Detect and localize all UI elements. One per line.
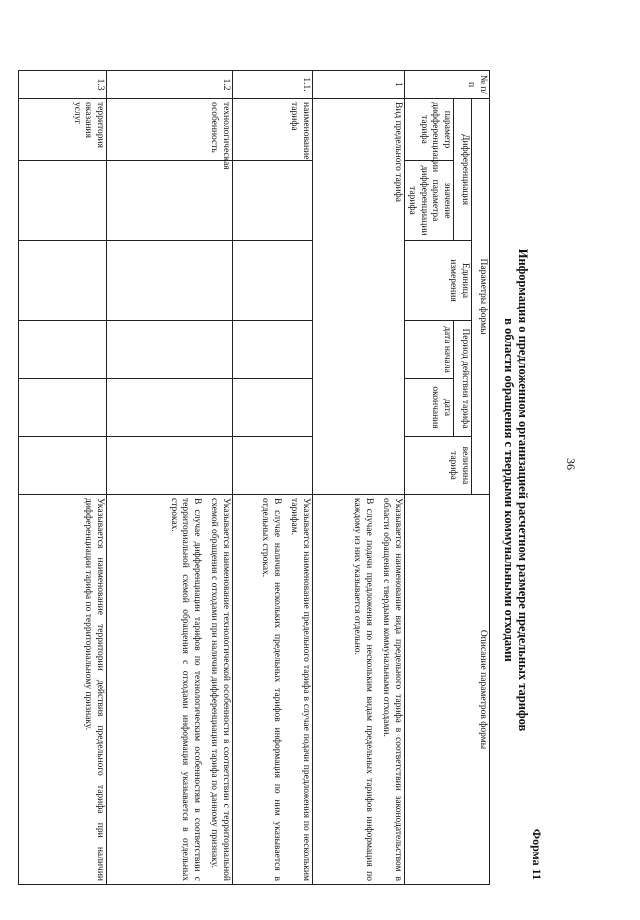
header-start: дата начала (405, 321, 454, 379)
row-1-3-description (19, 495, 107, 885)
title-line-1: Информация о предложенном организацией расчетном размере предельных тарифов (516, 248, 530, 732)
row-1-description (313, 495, 405, 885)
row-1-label: Вид предельного тарифа (313, 99, 405, 495)
table-row-1-1 (233, 71, 313, 885)
row-1-2-desc-2: В случае дифференциации тарифов по технологическим особенностям в соответствии с территориальной схемой обращения с отходами информация указывается в отдельных строках. (169, 498, 202, 881)
row-1-1-desc-2: В случае наличия нескольких предельных тарифов информация по ним указывается в отдельных строках. (260, 498, 282, 881)
header-params: Параметры формы (472, 99, 490, 495)
row-1-desc-2: В случае подачи предложения по нескольким видам предельных тарифов информация по каждому из них указывается отдельно. (352, 498, 374, 881)
row-1-1-description (233, 495, 313, 885)
form-label: Форма 11 (530, 828, 544, 880)
row-1-2-description (107, 495, 233, 885)
header-description: Описание параметров формы (405, 495, 490, 885)
table-row-1-2 (107, 71, 233, 885)
header-end: дата окончания (405, 379, 454, 437)
row-1-1-label: наименование тарифа (233, 99, 313, 161)
row-1-2-label: технологическая особенность (107, 99, 233, 161)
row-1-num: 1 (313, 71, 405, 99)
page-number: 36 (564, 458, 578, 470)
row-1-3-label: территория оказания услуг (19, 99, 107, 161)
document-title (502, 210, 530, 770)
header-row-1 (472, 71, 490, 885)
row-1-3-num: 1.3 (19, 71, 107, 99)
row-1-2-desc-1: Указывается наименование технологической особенности в соответствии с территориальной схемой обращения с отходами при наличии дифференциации тарифа по данному признаку. (209, 498, 231, 881)
row-1-2-num: 1.2 (107, 71, 233, 99)
row-1-3-desc-1: Указывается наименование территории действия предельного тарифа при наличии дифференциации тарифа по территориальному признаку. (83, 498, 105, 881)
header-diff-value: значение параметра дифференциации тарифа (405, 161, 454, 241)
header-num: № п/п (405, 71, 490, 99)
row-1-desc-1: Указывается наименование вида предельного тарифа в соответствии законодательством в области обращения с твердыми коммунальными отходами. (381, 498, 403, 881)
row-1-1-num: 1.1. (233, 71, 313, 99)
title-line-2: в области обращения с твердыми коммунальными отходами (502, 318, 516, 662)
header-period: Период действия тарифа (454, 321, 472, 437)
header-diff-param: параметр дифференциации тарифа (405, 99, 454, 161)
form-table (18, 70, 490, 885)
table-row-1 (313, 71, 405, 885)
table-row-1-3 (19, 71, 107, 885)
header-value: величина тарифа (405, 437, 472, 495)
row-1-1-desc-1: Указывается наименование предельного тарифа в случае подачи предложения по нескольким тарифам. (289, 498, 311, 881)
header-diff: Дифференциация (454, 99, 472, 241)
header-unit: Единица измерения (405, 241, 472, 321)
